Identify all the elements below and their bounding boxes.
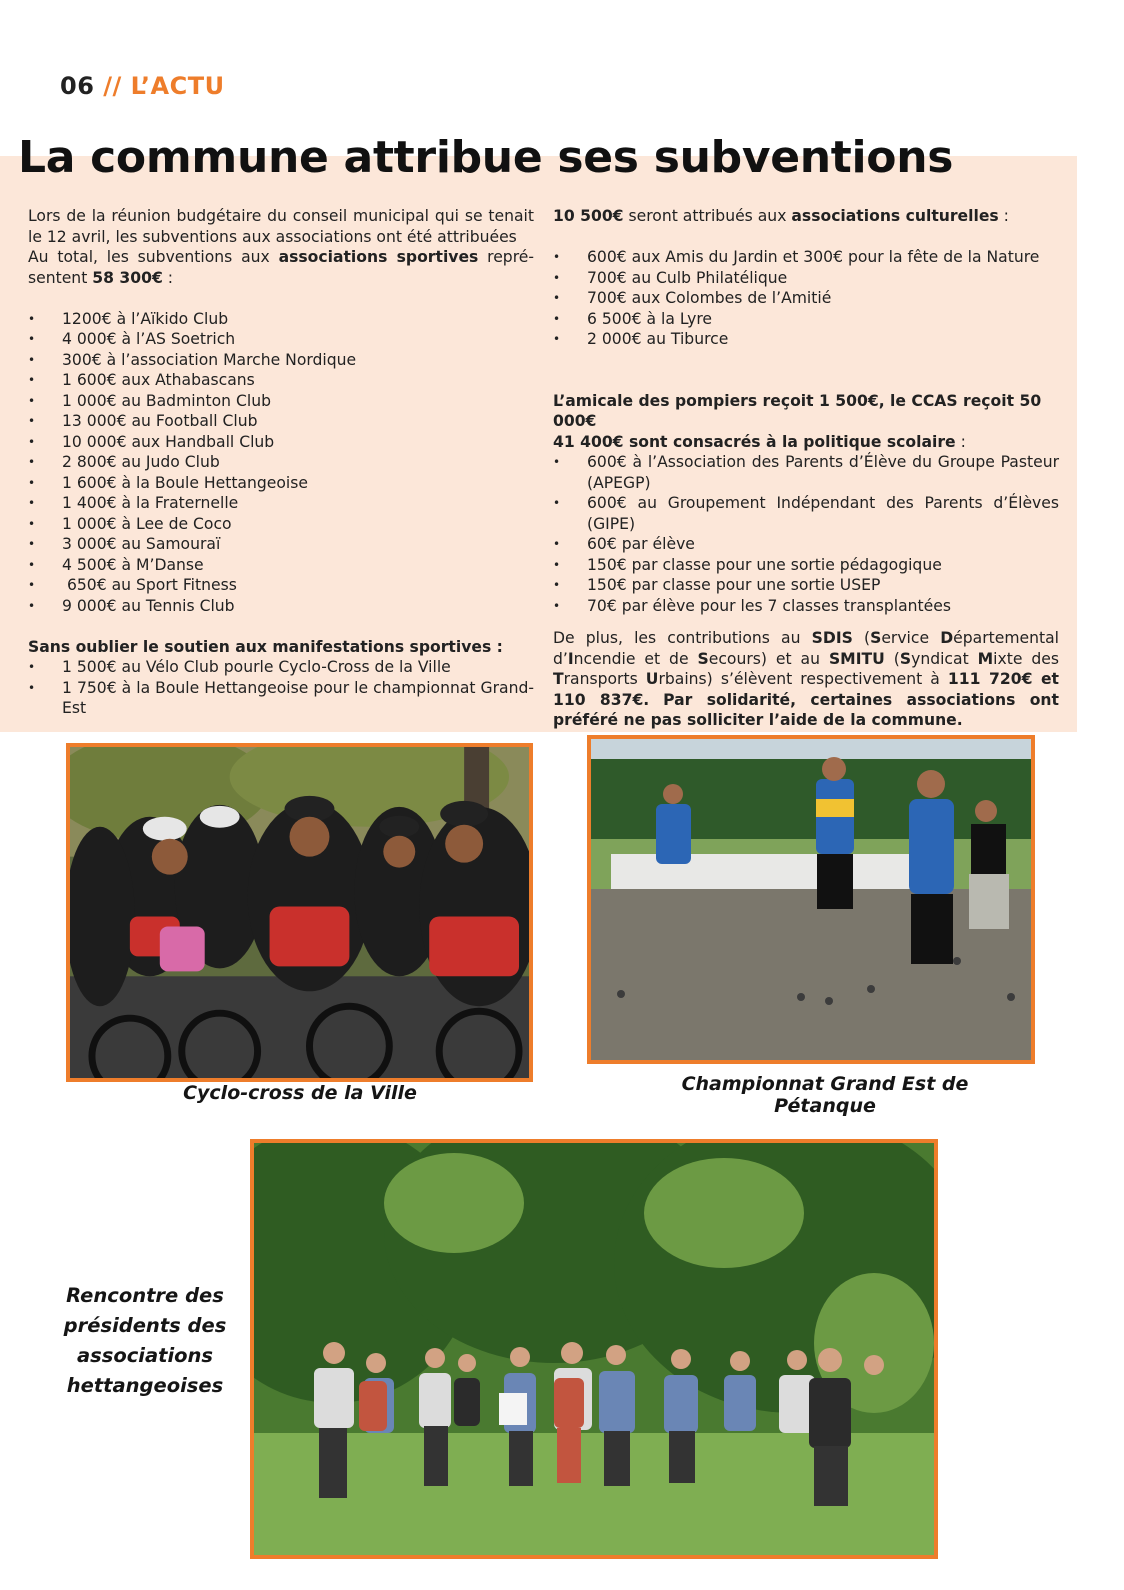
list-item: • 1 000€ à Lee de Coco bbox=[28, 514, 534, 535]
list-item: • 13 000€ au Football Club bbox=[28, 411, 534, 432]
photo-cyclo-cross bbox=[66, 743, 533, 1082]
closing-initial: S bbox=[870, 629, 882, 647]
closing-initial: S bbox=[697, 649, 709, 668]
closing-initial: S bbox=[899, 649, 912, 668]
events-heading: Sans oublier le soutien aux manifestations sportives : bbox=[28, 637, 503, 656]
list-item: • 1 000€ au Badminton Club bbox=[28, 391, 534, 412]
list-item: • 150€ par classe pour une sortie USEP bbox=[553, 575, 1059, 596]
closing-space bbox=[649, 691, 663, 709]
list-item: • 4 000€ à l’AS Soetrich bbox=[28, 329, 534, 350]
list-item: • 9 000€ au Tennis Club bbox=[28, 596, 534, 617]
list-item: • 1 600€ à la Boule Hettangeoise bbox=[28, 473, 534, 494]
list-item: • 10 000€ aux Handball Club bbox=[28, 432, 534, 453]
sports-total-colon: : bbox=[162, 268, 174, 287]
list-item: • 4 500€ à M’Danse bbox=[28, 555, 534, 576]
culture-associations-label: associations culturelles bbox=[791, 207, 999, 225]
list-item: • 3 000€ au Samouraï bbox=[28, 534, 534, 555]
list-item: • 1 600€ aux Athabascans bbox=[28, 370, 534, 391]
list-item: • 600€ aux Amis du Jardin et 300€ pour la fête de la Nature bbox=[553, 247, 1059, 268]
cyclo-cross-illustration bbox=[70, 747, 529, 1078]
culture-colon: : bbox=[998, 207, 1009, 225]
photo-petanque bbox=[587, 735, 1035, 1064]
list-item: • 300€ à l’association Marche Nordique bbox=[28, 350, 534, 371]
contribution-amounts: 111 720€ et 110 837€. bbox=[553, 670, 1059, 709]
solidarity-sentence: Par solidarité, certaines associations ont préféré ne pas solliciter l’aide de la commune. bbox=[553, 690, 1059, 729]
culture-intro bbox=[553, 206, 1059, 227]
culture-list bbox=[553, 247, 1059, 350]
closing-text: ransports bbox=[563, 670, 646, 688]
list-item: • 700€ au Culb Philatélique bbox=[553, 268, 1059, 289]
sports-total-paragraph bbox=[28, 247, 534, 288]
closing-initial: I bbox=[567, 649, 574, 668]
sports-total-amount: 58 300€ bbox=[92, 268, 163, 287]
article-title: La commune attribue ses subventions bbox=[18, 132, 954, 183]
culture-text: seront attribués aux bbox=[623, 207, 792, 225]
list-item: • 2 000€ au Tiburce bbox=[553, 329, 1059, 350]
closing-paragraph bbox=[553, 628, 1059, 731]
closing-initial: T bbox=[553, 670, 564, 688]
list-item: • 600€ à l’Association des Parents d’Élève du Groupe Pasteur (APEGP) bbox=[553, 452, 1059, 493]
petanque-illustration bbox=[591, 739, 1031, 1060]
scolaire-list bbox=[553, 452, 1059, 616]
caption-line: associations bbox=[76, 1344, 214, 1367]
culture-amount: 10 500€ bbox=[553, 207, 624, 225]
closing-text: ( bbox=[852, 629, 871, 647]
sports-associations-label: associations sportives bbox=[278, 248, 479, 266]
closing-initial: U bbox=[645, 670, 659, 688]
pompiers-ccas-text: L’amicale des pompiers reçoit 1 500€, le CCAS reçoit 50 000€ bbox=[553, 391, 1042, 430]
events-list bbox=[28, 657, 534, 719]
intro-paragraph bbox=[28, 206, 534, 247]
header-separator: // bbox=[103, 72, 122, 100]
caption-line: Rencontre des bbox=[66, 1284, 224, 1307]
closing-text: yndicat bbox=[911, 649, 978, 668]
list-item: • 2 800€ au Judo Club bbox=[28, 452, 534, 473]
closing-text: ixte des bbox=[993, 649, 1060, 668]
closing-initial: M bbox=[977, 649, 994, 668]
caption-presidents-meeting bbox=[60, 1281, 230, 1401]
closing-initial: D bbox=[940, 629, 954, 647]
list-item: • 60€ par élève bbox=[553, 534, 1059, 555]
list-item: • 1 500€ au Vélo Club pourle Cyclo-Cross de la Ville bbox=[28, 657, 534, 678]
list-item: • 1 400€ à la Fraternelle bbox=[28, 493, 534, 514]
caption-line: hettangeoises bbox=[66, 1374, 224, 1397]
group-photo-illustration bbox=[254, 1143, 934, 1555]
right-column bbox=[553, 206, 1059, 731]
closing-text: ecours) et au bbox=[708, 649, 829, 668]
closing-text: ervice bbox=[881, 629, 941, 647]
scolaire-colon: : bbox=[955, 432, 966, 451]
page-number: 06 bbox=[60, 72, 95, 100]
closing-text: ( bbox=[884, 649, 900, 668]
list-item: • 1200€ à l’Aïkido Club bbox=[28, 309, 534, 330]
caption-cyclo-cross: Cyclo-cross de la Ville bbox=[183, 1082, 417, 1104]
list-item: • 650€ au Sport Fitness bbox=[28, 575, 534, 596]
list-item: • 700€ aux Colombes de l’Amitié bbox=[553, 288, 1059, 309]
list-item: • 6 500€ à la Lyre bbox=[553, 309, 1059, 330]
closing-text: rbains) s’élèvent respectivement à bbox=[658, 670, 948, 688]
closing-text: épartemental d’ bbox=[553, 629, 1060, 668]
sports-total-text: Au total, les subventions aux bbox=[28, 248, 279, 266]
sdis-acronym: SDIS bbox=[811, 629, 853, 647]
scolaire-amount: 41 400€ sont consacrés à la politique scolaire bbox=[553, 432, 956, 451]
page-header bbox=[60, 72, 225, 100]
list-item: • 1 750€ à la Boule Hettangeoise pour le championnat Grand-Est bbox=[28, 678, 534, 719]
caption-petanque: Championnat Grand Est de Pétanque bbox=[681, 1073, 969, 1117]
closing-text: De plus, les contributions au bbox=[553, 629, 812, 647]
caption-line: présidents des bbox=[63, 1314, 227, 1337]
sports-total-text-2: repré-sentent bbox=[28, 248, 534, 287]
intro-text: Lors de la réunion budgétaire du conseil municipal qui se tenait le 12 avril, les subventions aux associations ont été attribuées bbox=[28, 207, 534, 246]
section-name: L’ACTU bbox=[130, 72, 225, 100]
scolaire-intro bbox=[553, 432, 1059, 453]
smitu-acronym: SMITU bbox=[828, 649, 885, 668]
left-column bbox=[28, 206, 534, 719]
sports-list bbox=[28, 309, 534, 617]
photo-presidents-meeting bbox=[250, 1139, 938, 1559]
list-item: • 70€ par élève pour les 7 classes transplantées bbox=[553, 596, 1059, 617]
closing-text: ncendie et de bbox=[573, 649, 698, 668]
list-item: • 600€ au Groupement Indépendant des Parents d’Élèves (GIPE) bbox=[553, 493, 1059, 534]
list-item: • 150€ par classe pour une sortie pédagogique bbox=[553, 555, 1059, 576]
